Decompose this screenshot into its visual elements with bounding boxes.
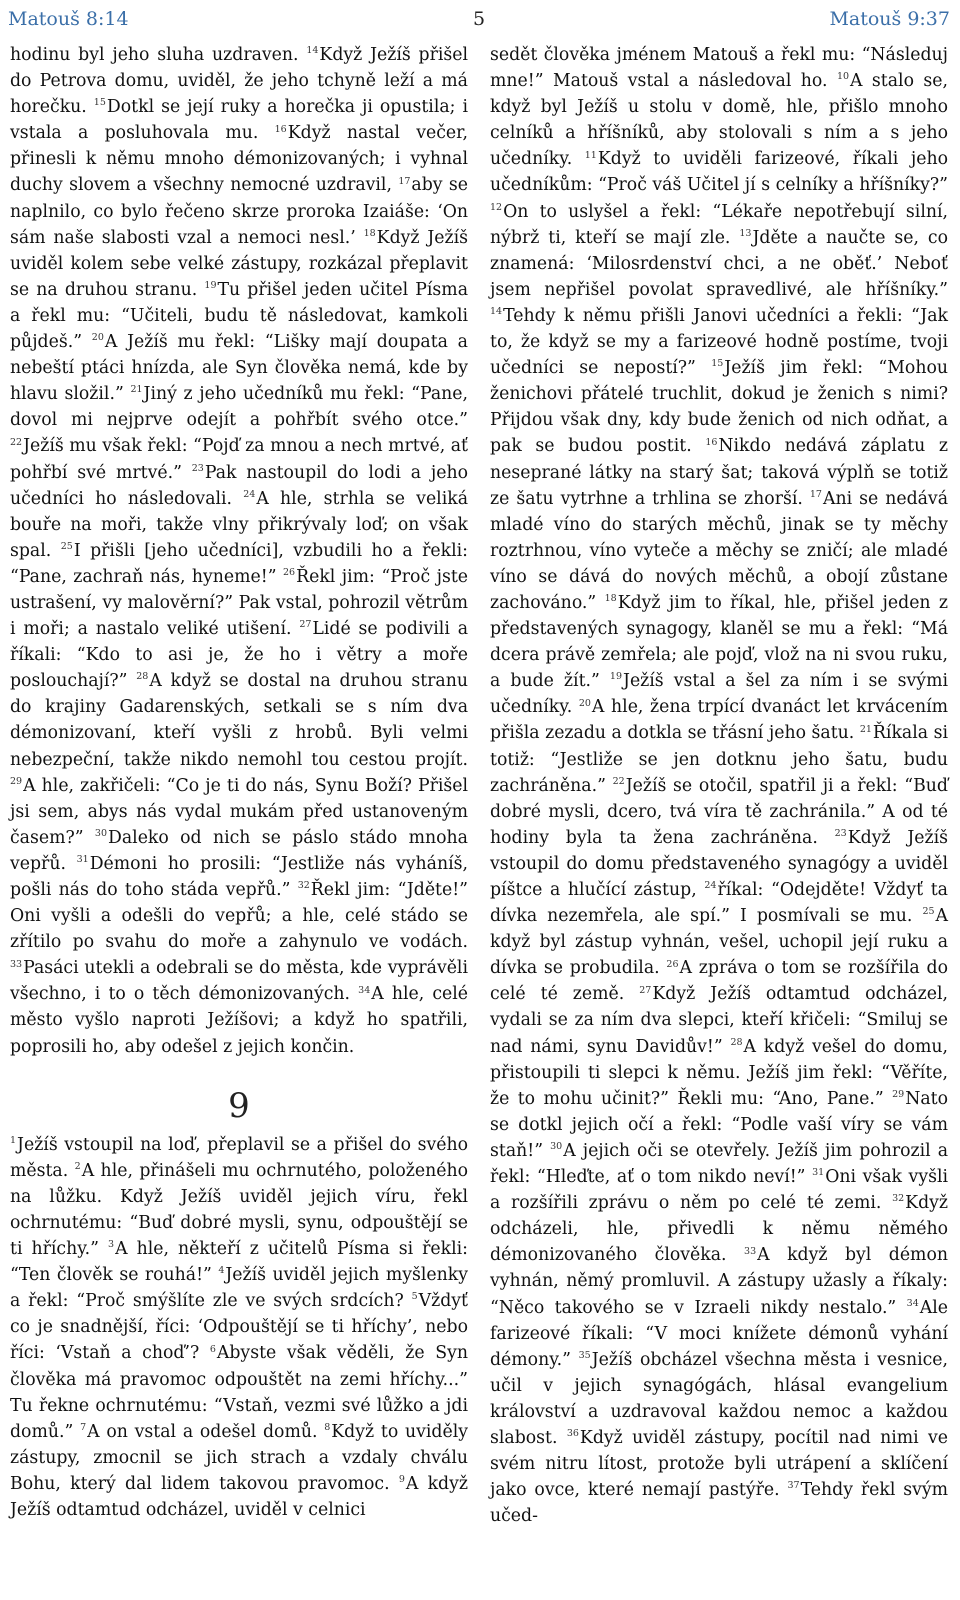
verse-text: Jiný z jeho učedníků mu řekl: “Pane, dovol mi nejprve odejít a pohřbít svého otce.” — [10, 384, 469, 431]
verse-number: 1 — [10, 1134, 17, 1146]
verse-text: Ani se nedává mladé víno do starých měchů, jinak se ty měchy roztrhnou, víno vyteče a měchy se zničí; ale mladé víno se dává do nových měchů, a obojí zůstane zachováno.” — [490, 488, 949, 613]
verse-number: 7 — [80, 1421, 87, 1433]
verse-number: 15 — [711, 358, 724, 370]
verse-number: 4 — [218, 1265, 225, 1277]
verse-text: Vždyť co je snadnější, říci: ‘Odpouštějí se ti hříchy’, nebo říci: ‘Vstaň a choď’? — [10, 1291, 468, 1364]
verse-text: Ježíš jim řekl: “Mohou ženichovi přátelé truchlit, dokud je ženich s nimi? Přijdou však dny, kdy bude ženich od nich odňat, a pak se budou postit. — [490, 358, 948, 457]
verse-number: 18 — [604, 593, 617, 605]
verse-text: Ježíš vstal a šel za ním i se svými učedníky. — [490, 671, 948, 718]
verse-number: 19 — [204, 280, 217, 292]
verse-text: Když Ježíš uviděl kolem sebe velké zástupy, rozkázal přeplavit se na druhou stranu. — [10, 227, 468, 300]
verse-text: A on vstal a odešel domů. — [87, 1421, 318, 1442]
chapter-9-text — [10, 1132, 468, 1523]
verse-text: Démoni ho prosili: “Jestliže nás vyháníš, pošli nás do toho stáda vepřů.” — [10, 853, 468, 900]
verse-number: 25 — [60, 541, 73, 553]
chapter-8-text — [10, 42, 468, 1060]
verse-text: Když jim to říkal, hle, přišel jeden z představených synagogy, klaněl se mu a řekl: “Má dcera právě zemřela; ale pojď, vlož na ni svou ruku, a bude žít.” — [490, 592, 948, 692]
verse-number: 12 — [490, 201, 503, 213]
verse-number: 27 — [299, 619, 312, 631]
verse-number: 29 — [892, 1088, 905, 1100]
page-header — [8, 6, 950, 32]
verse-number: 8 — [324, 1421, 331, 1433]
verse-number: 3 — [108, 1239, 115, 1251]
verse-text: Nikdo nedává záplatu z neseprané látky na starý šat; taková výplň se totiž ze šatu vytrhne a trhlina se zhorší. — [490, 436, 949, 509]
verse-number: 17 — [809, 488, 822, 500]
verse-number: 13 — [739, 227, 752, 239]
chapter-heading: 9 — [228, 1085, 250, 1126]
verse-text: Ale farizeové říkali: “V moci knížete démonů vyhání démony.” — [490, 1297, 948, 1370]
verse-text: A jejich oči se otevřely. Ježíš jim pohrozil a řekl: “Hleďte, ať o tom nikdo neví!” — [490, 1140, 949, 1188]
verse-number: 34 — [358, 984, 371, 996]
verse-number: 27 — [639, 984, 652, 996]
verse-number: 33 — [10, 958, 23, 970]
verse-text: Řekl jim: “Proč jste ustrašení, vy malověrní?” Pak vstal, pohrozil větrům i moři; a nastalo veliké utišení. — [10, 566, 468, 640]
verse-number: 22 — [10, 436, 23, 448]
verse-text: A když vešel do domu, přistoupili ti slepci k němu. Ježíš jim řekl: “Věříte, že to mohu učinit?” Řekli mu: “Ano, Pane.” — [490, 1036, 949, 1109]
verse-number: 24 — [243, 488, 256, 500]
verse-text: hodinu byl jeho sluha uzdraven. — [10, 45, 299, 65]
verse-text: A když byl zástup vyhnán, vešel, uchopil její ruku a dívka se probudila. — [490, 906, 949, 979]
verse-text: Když uviděl zástupy, pocítil nad nimi ve svém nitru lítost, protože byli utrápení a sklíčení jako ovce, které nemají pastýře. — [490, 1427, 948, 1501]
verse-text: Oni však vyšli a rozšířili zprávu o něm po celé té zemi. — [490, 1167, 948, 1214]
verse-text: Když nastal večer, přinesli k němu mnoho démonizovaných; i vyhnal duchy slovem a všechny nemocné uzdravil, — [10, 123, 468, 196]
verse-text: A stalo se, když byl Ježíš u stolu v domě, hle, přišlo mnoho celníků a hříšníků, aby stolovali s ním a s jeho učedníky. — [490, 71, 948, 170]
verse-number: 21 — [130, 384, 143, 396]
verse-text: říkal: “Odejděte! Vždyť ta dívka nezemřela, ale spí.” I posmívali se mu. — [490, 880, 948, 927]
verse-number: 18 — [363, 227, 376, 239]
verse-text: Tu přišel jeden učitel Písma a řekl mu: “Učiteli, budu tě následovat, kamkoli půjdeš.” — [10, 279, 468, 353]
verse-text: A když Ježíš odtamtud odcházel, uviděl v celnici — [10, 1473, 468, 1520]
verse-number: 14 — [306, 45, 319, 57]
verse-text: Když Ježíš odtamtud odcházel, vydali se za ním dva slepci, kteří křičeli: “Smiluj se nad námi, synu Davidův!” — [490, 984, 948, 1057]
verse-text: Pak nastoupil do lodi a jeho učedníci ho následovali. — [10, 462, 468, 509]
verse-number: 20 — [91, 332, 104, 344]
running-head-left: Matouš 8:14 — [8, 8, 129, 30]
verse-number: 26 — [283, 567, 296, 579]
verse-text: Jděte a naučte se, co znamená: ‘Milosrdenství chci, a ne oběť.’ Neboť jsem nepřišel povolat spravedlivé, ale hříšníky.” — [490, 227, 948, 300]
verse-number: 35 — [578, 1349, 591, 1361]
verse-text: Abyste však věděli, že Syn člověka má pravomoc odpouštět na zemi hříchy...” Tu řekne ochrnutému: “Vstaň, vezmi své lůžko a jdi domů.” — [10, 1343, 468, 1442]
verse-text: Řekl jim: “Jděte!” Oni vyšli a odešli do vepřů; a hle, celé stádo se zřítilo po svahu do moře a zahynulo ve vodách. — [10, 880, 468, 953]
verse-number: 22 — [612, 775, 625, 787]
verse-text: Ježíš uviděl jejich myšlenky a řekl: “Proč smýšlíte zle ve svých srdcích? — [10, 1265, 469, 1312]
verse-number: 23 — [834, 828, 847, 840]
verse-text: Ježíš mu však řekl: “Pojď za mnou a nech mrtvé, ať pohřbí své mrtvé.” — [10, 436, 468, 483]
verse-number: 17 — [398, 175, 411, 187]
verse-text: Když to uviděli farizeové, říkali jeho učedníkům: “Proč váš Učitel jí s celníky a hříšníky?” — [490, 149, 948, 196]
verse-number: 26 — [666, 958, 679, 970]
verse-text: A když se dostal na druhou stranu do krajiny Gadarenských, setkali se s ním dva démonizovaní, kteří vyšli z hrobů. Byli velmi nebezpeční, takže nikdo nemohl tou cestou projít. — [10, 671, 468, 770]
verse-number: 33 — [744, 1245, 757, 1257]
right-column — [490, 42, 948, 1529]
verse-text: Ježíš vstoupil na loď, přeplavil se a přišel do svého města. — [10, 1134, 468, 1181]
verse-number: 37 — [787, 1480, 800, 1492]
verse-text: A hle, celé město vyšlo naproti Ježíšovi; a když ho spatřili, poprosili ho, aby odešel z jejich končin. — [10, 984, 468, 1057]
verse-number: 23 — [191, 462, 204, 474]
verse-number: 30 — [94, 828, 108, 840]
verse-text: Když to uviděly zástupy, zmocnil se jich strach a vzdaly chválu Bohu, který dal lidem takovou pravomoc. — [10, 1421, 468, 1494]
verse-number: 16 — [705, 436, 718, 448]
chapter-9-continued-text — [490, 42, 948, 1529]
verse-number: 32 — [297, 880, 310, 892]
verse-text: A hle, zakřičeli: “Co je ti do nás, Synu Boží? Přišel jsi sem, abys nás vydal mukám před ustanoveným časem?” — [10, 775, 468, 848]
verse-number: 11 — [584, 149, 597, 161]
verse-text: A hle, strhla se veliká bouře na moři, takže vlny přikrývaly loď; on však spal. — [10, 488, 468, 561]
verse-text: A zpráva o tom se rozšířila do celé té země. — [490, 958, 948, 1005]
verse-number: 9 — [398, 1474, 405, 1486]
verse-text: A když byl démon vyhnán, němý promluvil. A zástupy užasly a říkaly: “Něco takového se v Izraeli nikdy nestalo.” — [490, 1245, 948, 1318]
verse-number: 14 — [490, 306, 503, 318]
page-number: 5 — [472, 8, 486, 30]
verse-number: 36 — [566, 1428, 579, 1440]
verse-number: 24 — [704, 880, 717, 892]
verse-text: Dotkl se její ruky a horečka ji opustila; i vstala a posluhovala mu. — [10, 97, 468, 144]
verse-number: 34 — [906, 1297, 919, 1309]
verse-text: A hle, někteří z učitelů Písma si řekli: “Ten člověk se rouhá!” — [10, 1239, 468, 1286]
verse-number: 6 — [209, 1343, 216, 1355]
left-column — [10, 42, 468, 1523]
verse-text: Tehdy k němu přišli Janovi učedníci a řekli: “Jak to, že když se my a farizeové hodně postíme, tvoji učedníci se nepostí?” — [490, 305, 948, 379]
verse-text: Ježíš obcházel všechna města i vesnice, učil v jejich synagógách, hlásal evangelium království a uzdravoval každou nemoc a každou slabost. — [490, 1349, 948, 1448]
verse-number: 29 — [10, 775, 23, 787]
verse-text: Tehdy řekl svým učed- — [490, 1480, 949, 1527]
verse-number: 31 — [812, 1167, 825, 1179]
verse-number: 20 — [578, 697, 591, 709]
verse-text: Říkala si totiž: “Jestliže se jen dotknu jeho šatu, budu zachráněna.” — [490, 723, 948, 796]
verse-number: 2 — [74, 1160, 81, 1172]
running-head-right: Matouš 9:37 — [829, 8, 950, 30]
verse-text: I přišli [jeho učedníci], vzbudili ho a řekli: “Pane, zachraň nás, hyneme!” — [10, 540, 468, 587]
verse-number: 31 — [76, 854, 89, 866]
verse-number: 25 — [922, 906, 935, 918]
verse-number: 21 — [859, 723, 872, 735]
verse-text: A Ježíš mu řekl: “Lišky mají doupata a nebeští ptáci hnízda, ale Syn člověka nemá, kde by hlavu složil.” — [10, 332, 468, 405]
verse-number: 10 — [836, 71, 850, 83]
verse-text: Nato se dotkl jejich očí a řekl: “Podle vaší víry se vám staň!” — [490, 1088, 948, 1161]
verse-number: 28 — [730, 1036, 743, 1048]
verse-number: 19 — [609, 671, 623, 683]
verse-number: 28 — [136, 671, 149, 683]
verse-text: sedět člověka jménem Matouš a řekl mu: “Následuj mne!” Matouš vstal a následoval ho. — [490, 45, 948, 92]
verse-text: aby se naplnilo, co bylo řečeno skrze proroka Izaiáše: ‘On sám naše slabosti vzal a nemoci nesl.’ — [10, 175, 468, 248]
verse-text: Lidé se podivili a říkali: “Kdo to asi je, že ho i větry a moře poslouchají?” — [10, 619, 468, 692]
verse-text: A hle, žena trpící dvanáct let krvácením přišla zezadu a dotkla se třásní jeho šatu. — [490, 697, 948, 744]
verse-text: Daleko od nich se páslo stádo mnoha vepřů. — [10, 827, 468, 874]
verse-text: Když Ježíš vstoupil do domu představeného synagógy a uviděl píštce a hlučící zástup, — [490, 827, 948, 900]
verse-number: 16 — [274, 123, 287, 135]
verse-number: 32 — [892, 1193, 905, 1205]
verse-text: Když Ježíš přišel do Petrova domu, uviděl, že jeho tchyně leží a má horečku. — [10, 45, 468, 118]
verse-text: A hle, přinášeli mu ochrnutého, položeného na lůžku. Když Ježíš uviděl jejich víru, řekl ochrnutému: “Buď dobré mysli, synu, odpouštějí se ti hříchy.” — [10, 1160, 469, 1260]
verse-text: On to uslyšel a řekl: “Lékaře nepotřebují silní, nýbrž ti, kteří se mají zle. — [490, 201, 948, 248]
verse-text: Když odcházeli, hle, přivedli k němu němého démonizovaného člověka. — [490, 1193, 948, 1266]
verse-number: 5 — [411, 1291, 418, 1303]
verse-text: Pasáci utekli a odebrali se do města, kde vyprávěli všechno, i to o těch démonizovaných. — [10, 958, 468, 1005]
verse-number: 15 — [93, 97, 106, 109]
verse-number: 30 — [550, 1141, 563, 1153]
verse-text: Ježíš se otočil, spatřil ji a řekl: “Buď dobré mysli, dcero, tvá víra tě zachránila.” A od té hodiny byla ta žena zachráněna. — [490, 775, 948, 848]
